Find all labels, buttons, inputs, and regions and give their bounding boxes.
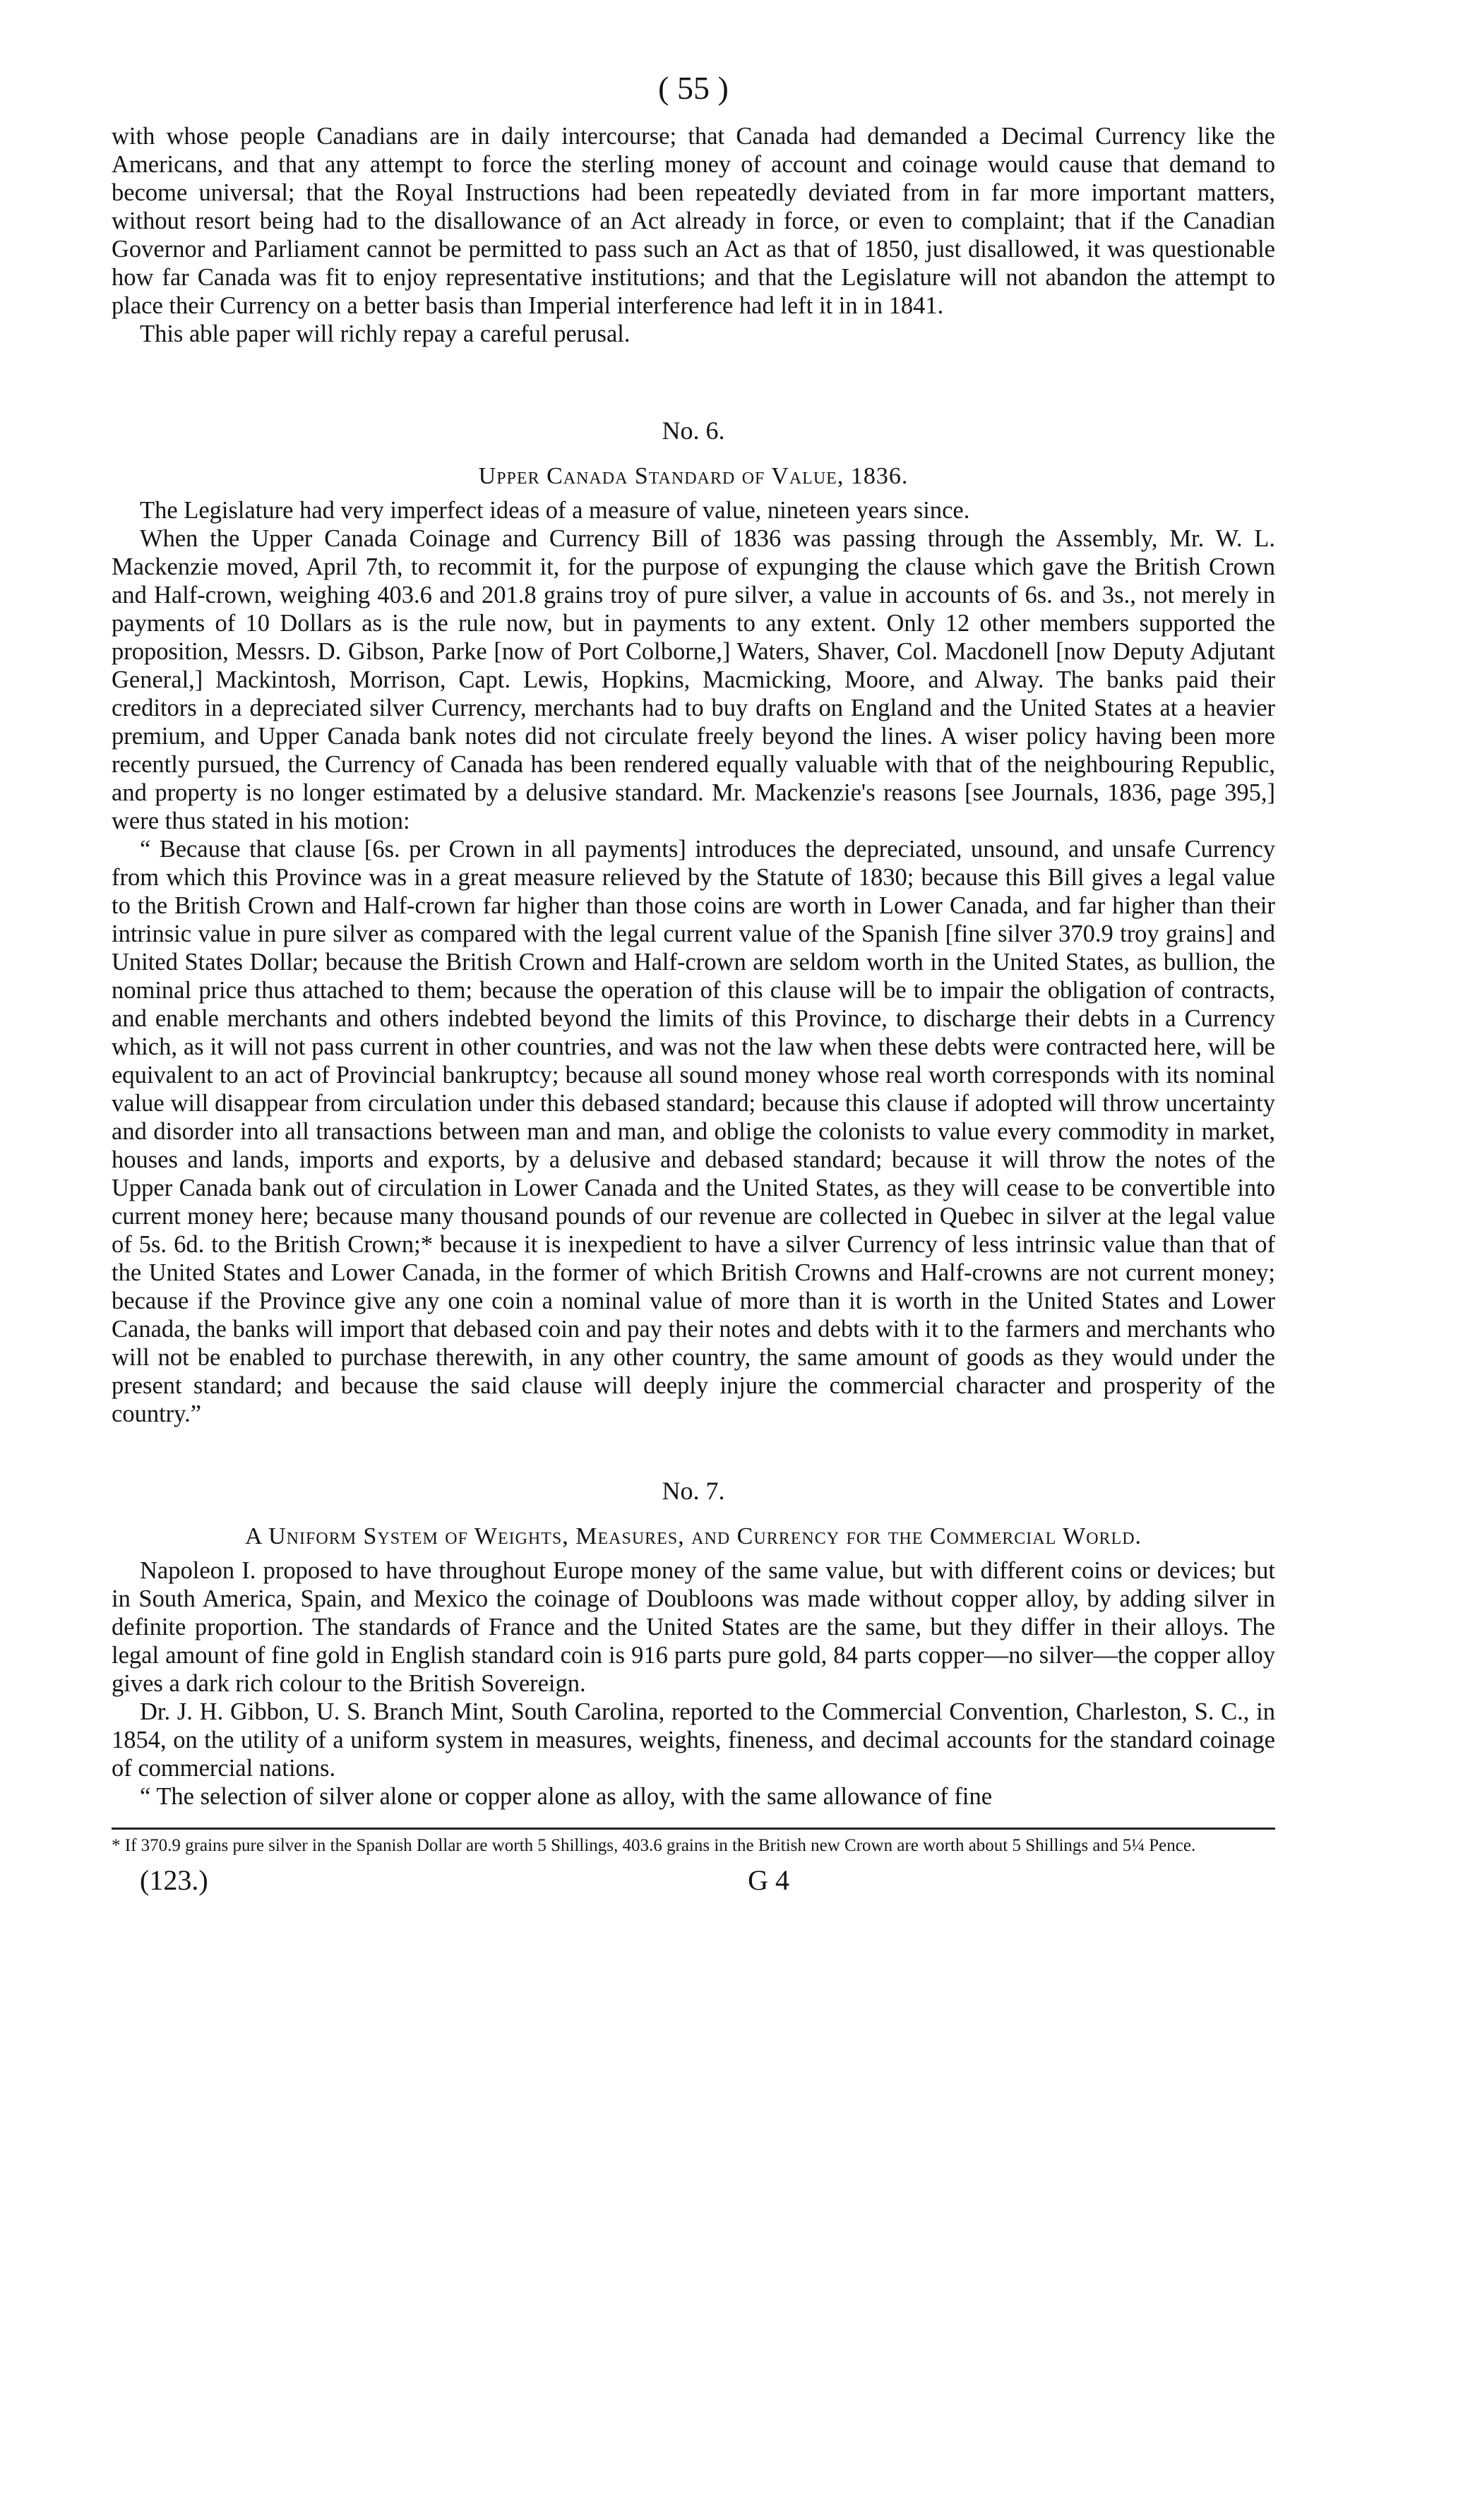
section-6-paragraph-2: When the Upper Canada Coinage and Currency Bill of 1836 was passing through the Assembly, Mr. W. L. Mackenzie moved, April 7th, to recommit it, for the purpose of expunging the clause which gave the British Crown and Half-crown, weighing 403.6 and 201.8 grains troy of pure silver, a value in accounts of 6s. and 3s., not merely in payments of 10 Dollars as is the rule now, but in payments to any extent. Only 12 other members supported the proposition, Messrs. D. Gibson, Parke [now of Port Colborne,] Waters, Shaver, Col. Macdonell [now Deputy Adjutant General,] Mackintosh, Morrison, Capt. Lewis, Hopkins, Macmicking, Moore, and Alway. The banks paid their creditors in a depreciated silver Currency, merchants had to buy drafts on England and the United States at a heavier premium, and Upper Canada bank notes did not circulate freely beyond the lines. A wiser policy having been more recently pursued, the Currency of Canada has been rendered equally valuable with that of the neighbouring Republic, and property is no longer estimated by a delusive standard. Mr. Mackenzie's reasons [see Journals, 1836, page 395,] were thus stated in his motion: bbox=[112, 525, 1275, 834]
section-7-number: No. 7. bbox=[662, 1477, 725, 1505]
page-footer bbox=[140, 1864, 789, 1897]
section-6-paragraph-1: The Legislature had very imperfect ideas of a measure of value, nineteen years since. bbox=[140, 497, 970, 524]
footer-sheet-number: (123.) bbox=[140, 1864, 208, 1896]
section-6-title: Upper Canada Standard of Value, 1836. bbox=[478, 463, 909, 489]
footnote: * If 370.9 grains pure silver in the Spanish Dollar are worth 5 Shillings, 403.6 grains in the British new Crown are worth about 5 Shillings and 5¼ Pence. bbox=[112, 1836, 1196, 1855]
page-number: ( 55 ) bbox=[658, 70, 729, 106]
section-6-number: No. 6. bbox=[662, 416, 725, 445]
section-7-paragraph-2: Dr. J. H. Gibbon, U. S. Branch Mint, South Carolina, reported to the Commercial Convention, Charleston, S. C., in 1854, on the utility of a uniform system in measures, weights, fineness, and decimal accounts for the standard coinage of commercial nations. bbox=[112, 1698, 1275, 1782]
section-7-paragraph-1: Napoleon I. proposed to have throughout Europe money of the same value, but with different coins or devices; but in South America, Spain, and Mexico the coinage of Doubloons was made without copper alloy, by adding silver in definite proportion. The standards of France and the United States are the same, but they differ in their alloys. The legal amount of fine gold in English standard coin is 916 parts pure gold, 84 parts copper—no silver—the copper alloy gives a dark rich colour to the British Sovereign. bbox=[112, 1557, 1275, 1697]
intro-closing: This able paper will richly repay a careful perusal. bbox=[140, 320, 631, 347]
footnote-divider bbox=[112, 1828, 1275, 1830]
intro-paragraph: with whose people Canadians are in daily intercourse; that Canada had demanded a Decimal Currency like the Americans, and that any attempt to force the sterling money of account and coinage would cause that demand to become universal; that the Royal Instructions had been repeatedly deviated from in far more important matters, without resort being had to the disallowance of an Act already in force, or even to complaint; that if the Canadian Governor and Parliament cannot be permitted to pass such an Act as that of 1850, just disallowed, it was questionable how far Canada was fit to enjoy representative institutions; and that the Legislature will not abandon the attempt to place their Currency on a better basis than Imperial interference had left it in in 1841. bbox=[112, 123, 1275, 319]
footer-signature-mark: G 4 bbox=[748, 1864, 789, 1896]
section-7-paragraph-3: “ The selection of silver alone or copper alone as alloy, with the same allowance of fine bbox=[140, 1783, 993, 1810]
section-7-title: A Uniform System of Weights, Measures, and Currency for the Commercial World. bbox=[244, 1523, 1142, 1549]
section-6-quote: “ Because that clause [6s. per Crown in all payments] introduces the depreciated, unsound, and unsafe Currency from which this Province was in a great measure relieved by the Statute of 1830; because this Bill gives a legal value to the British Crown and Half-crown far higher than those coins are worth in Lower Canada, and far higher than their intrinsic value in pure silver as compared with the legal current value of the Spanish [fine silver 370.9 troy grains] and United States Dollar; because the British Crown and Half-crown are seldom worth in the United States, as bullion, the nominal price thus attached to them; because the operation of this clause will be to impair the obligation of contracts, and enable merchants and others indebted beyond the limits of this Province, to discharge their debts in a Currency which, as it will not pass current in other countries, and was not the law when these debts were contracted here, will be equivalent to an act of Provincial bankruptcy; because all sound money whose real worth corresponds with its nominal value will disappear from circulation under this debased standard; because this clause if adopted will throw uncertainty and disorder into all transactions between man and man, and oblige the colonists to value every commodity in market, houses and lands, imports and exports, by a delusive and debased standard; because it will throw the notes of the Upper Canada bank out of circulation in Lower Canada and the United States, as they will cease to be convertible into current money here; because many thousand pounds of our revenue are collected in Quebec in silver at the legal value of 5s. 6d. to the British Crown;* because it is inexpedient to have a silver Currency of less intrinsic value than that of the United States and Lower Canada, in the former of which British Crowns and Half-crowns are not current money; because if the Province give any one coin a nominal value of more than it is worth in the United States and Lower Canada, the banks will import that debased coin and pay their notes and debts with it to the farmers and merchants who will not be enabled to purchase therewith, in any other country, the same amount of goods as they would under the present standard; and because the said clause will deeply injure the commercial character and prosperity of the country.” bbox=[112, 836, 1275, 1427]
page-content bbox=[112, 67, 1275, 1897]
